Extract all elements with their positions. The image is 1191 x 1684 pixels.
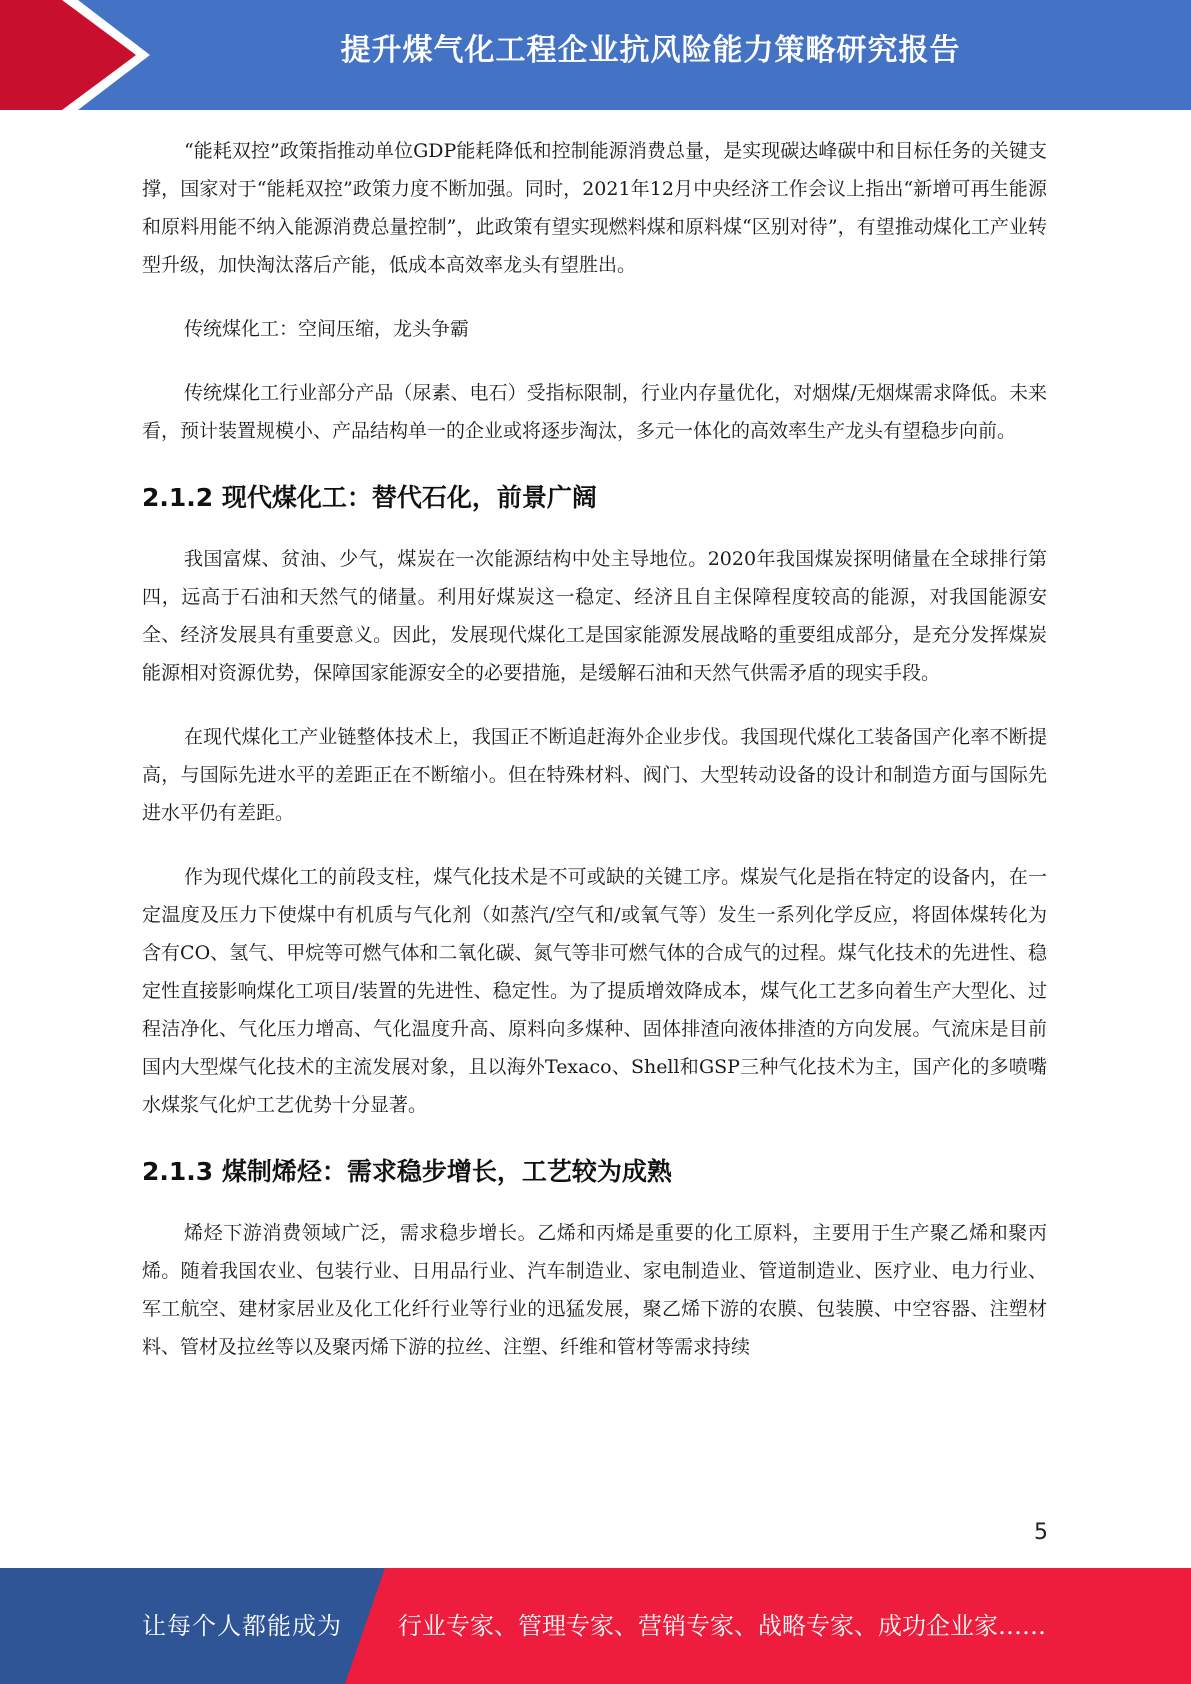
paragraph-energy-dual-control: “能耗双控”政策指推动单位GDP能耗降低和控制能源消费总量，是实现碳达峰碳中和目标任务的关键支撑，国家对于“能耗双控”政策力度不断加强。同时，2021年12月中央经济工作会议上指出“新增可再生能源和原料用能不纳入能源消费总量控制”，此政策有望实现燃料煤和原料煤“区别对待”，有望推动煤化工产业转型升级，加快淘汰落后产能，低成本高效率龙头有望胜出。 — [142, 140, 1047, 276]
paragraph-traditional-heading: 传统煤化工：空间压缩，龙头争霸 — [184, 318, 470, 340]
footer-slogan-right: 行业专家、管理专家、营销专家、战略专家、成功企业家…… — [398, 1612, 1046, 1640]
paragraph-coal-gasification: 作为现代煤化工的前段支柱，煤气化技术是不可或缺的关键工序。煤炭气化是指在特定的设备内，在一定温度及压力下使煤中有机质与气化剂（如蒸汽/空气和/或氧气等）发生一系列化学反应，将固体煤转化为含有CO、氢气、甲烷等可燃气体和二氧化碳、氮气等非可燃气体的合成气的过程。煤气化技术的先进性、稳定性直接影响煤化工项目/装置的先进性、稳定性。为了提质增效降成本，煤气化工艺多向着生产大型化、过程洁净化、气化压力增高、气化温度升高、原料向多煤种、固体排渣向液体排渣的方向发展。气流床是目前国内大型煤气化技术的主流发展对象，且以海外Texaco、Shell和GSP三种气化技术为主，国产化的多喷嘴水煤浆气化炉工艺优势十分显著。 — [142, 866, 1047, 1116]
paragraph-traditional-coal-chemical: 传统煤化工行业部分产品（尿素、电石）受指标限制，行业内存量优化，对烟煤/无烟煤需求降低。未来看，预计装置规模小、产品结构单一的企业或将逐步淘汰，多元一体化的高效率生产龙头有望稳步向前。 — [142, 382, 1047, 442]
paragraph-olefins: 烯烃下游消费领域广泛，需求稳步增长。乙烯和丙烯是重要的化工原料，主要用于生产聚乙烯和聚丙烯。随着我国农业、包装行业、日用品行业、汽车制造业、家电制造业、管道制造业、医疗业、电力行业、军工航空、建材家居业及化工化纤行业等行业的迅猛发展，聚乙烯下游的农膜、包装膜、中空容器、注塑材料、管材及拉丝等以及聚丙烯下游的拉丝、注塑、纤维和管材等需求持续 — [142, 1222, 1047, 1358]
page-number: 5 — [1034, 1520, 1048, 1545]
paragraph-coal-resources: 我国富煤、贫油、少气，煤炭在一次能源结构中处主导地位。2020年我国煤炭探明储量在全球排行第四，远高于石油和天然气的储量。利用好煤炭这一稳定、经济且自主保障程度较高的能源，对我国能源安全、经济发展具有重要意义。因此，发展现代煤化工是国家能源发展战略的重要组成部分，是充分发挥煤炭能源相对资源优势，保障国家能源安全的必要措施，是缓解石油和天然气供需矛盾的现实手段。 — [142, 548, 1047, 684]
paragraph-industry-chain: 在现代煤化工产业链整体技术上，我国正不断追赶海外企业步伐。我国现代煤化工装备国产化率不断提高，与国际先进水平的差距正在不断缩小。但在特殊材料、阀门、大型转动设备的设计和制造方面与国际先进水平仍有差距。 — [142, 726, 1047, 824]
page-body — [142, 132, 1047, 1366]
footer-slogan-left: 让每个人都能成为 — [142, 1612, 342, 1640]
red-arrow-icon — [0, 0, 160, 110]
section-heading-2-1-2: 2.1.2 现代煤化工：替代石化，前景广阔 — [142, 483, 597, 512]
page-footer — [0, 1568, 1191, 1684]
page-header — [0, 0, 1191, 110]
report-title: 提升煤气化工程企业抗风险能力策略研究报告 — [340, 33, 961, 68]
section-heading-2-1-3: 2.1.3 煤制烯烃：需求稳步增长，工艺较为成熟 — [142, 1157, 672, 1186]
